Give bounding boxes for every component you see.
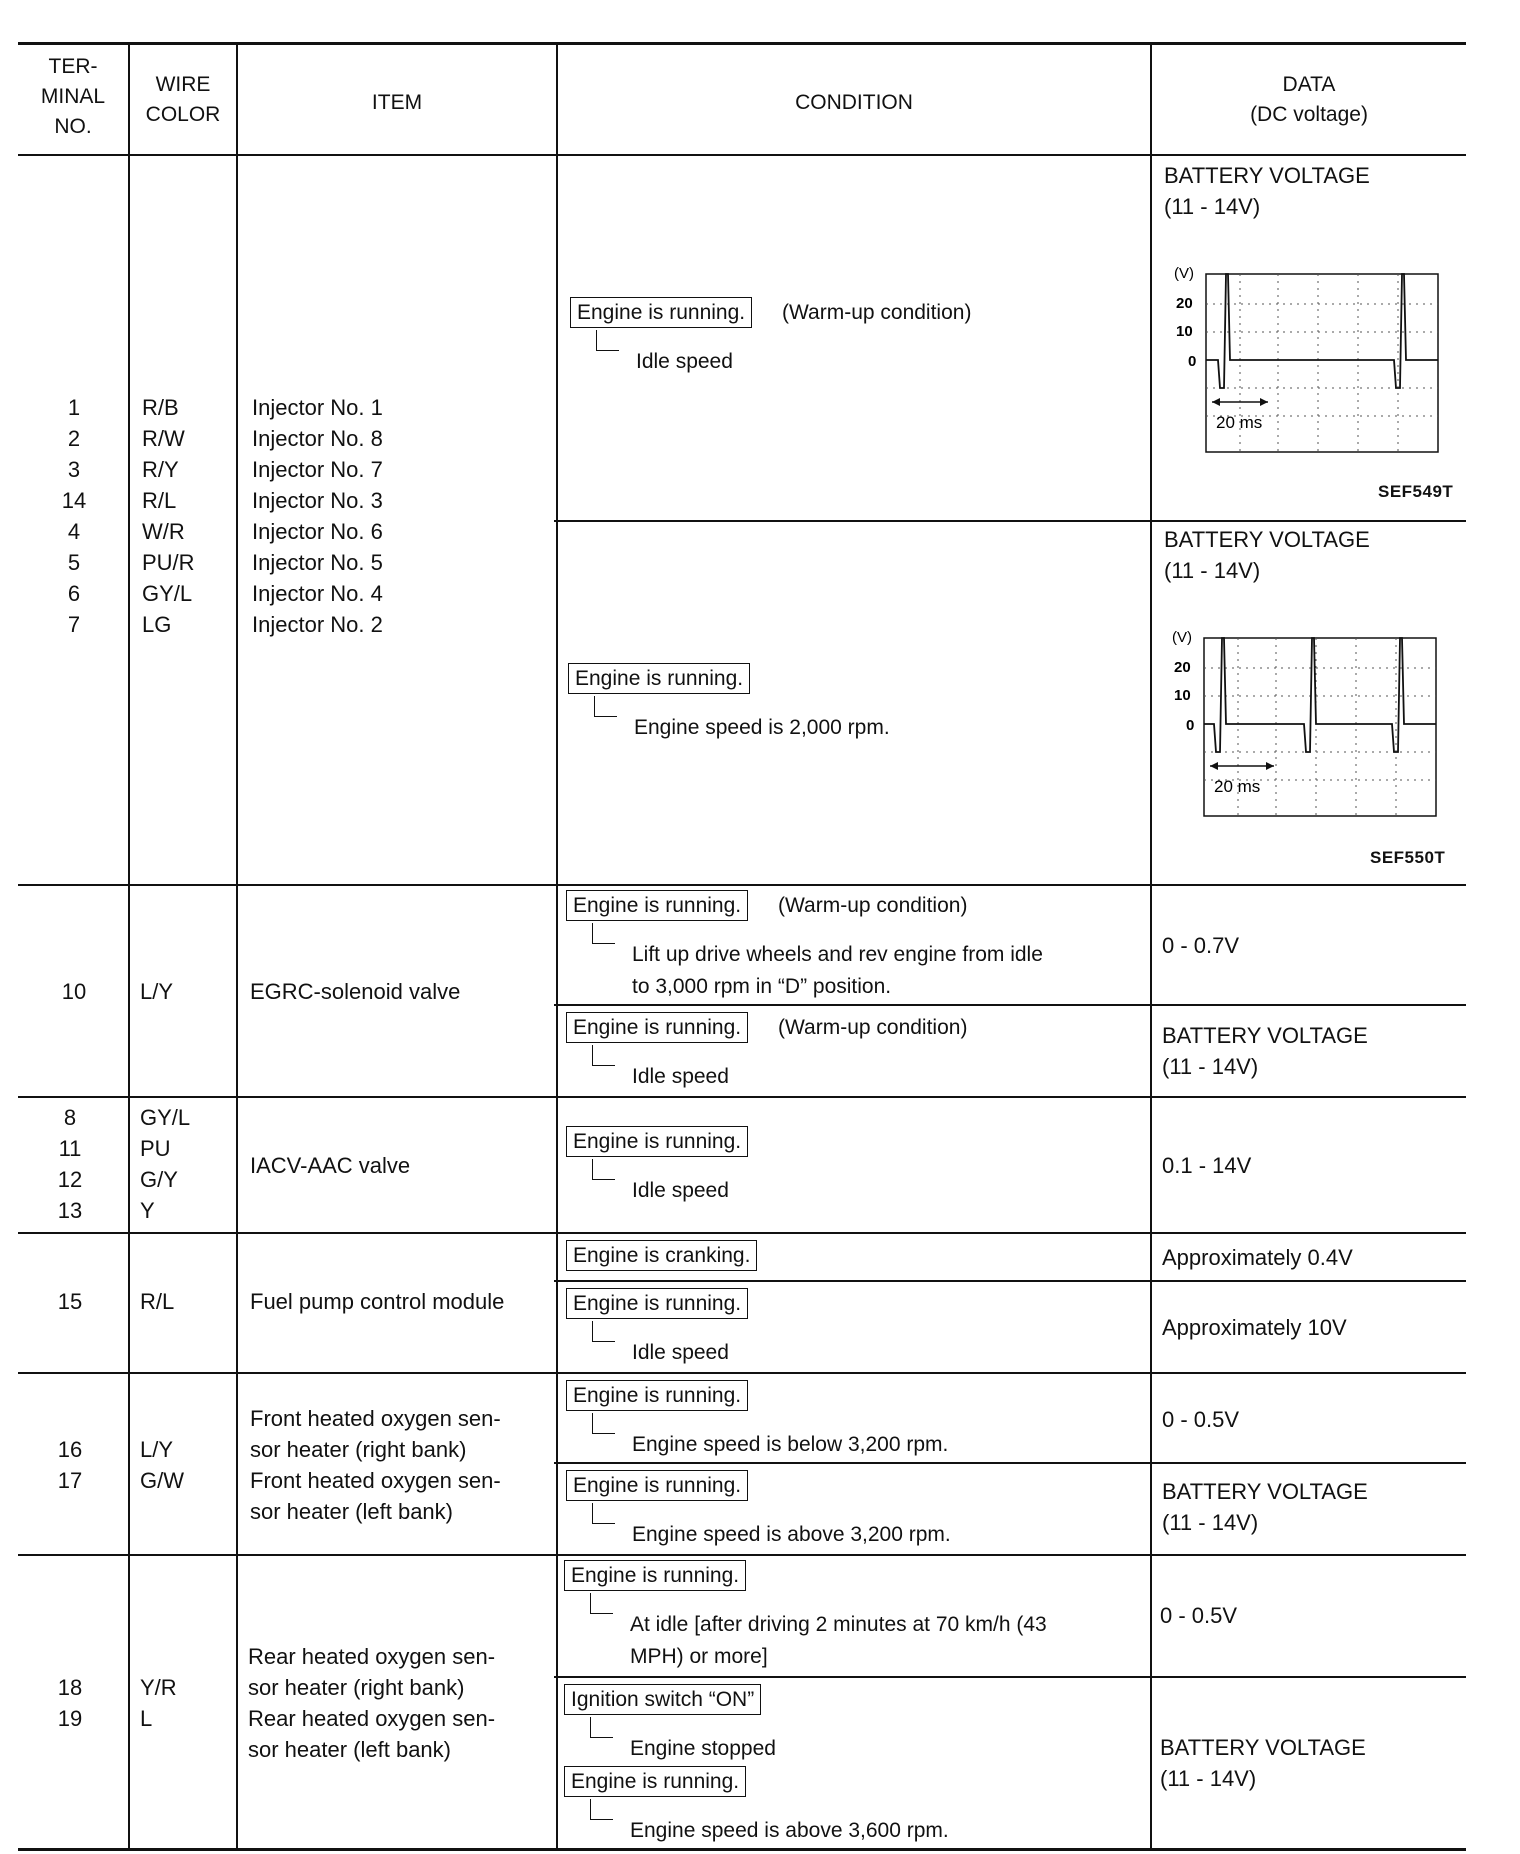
condition-box: Engine is running. <box>566 1380 748 1411</box>
waveform-scope-2 <box>1166 626 1446 826</box>
col-line <box>236 44 238 1849</box>
scope-y20: 20 <box>1174 659 1191 676</box>
sub-divider <box>554 1676 1466 1678</box>
header-data: DATA (DC voltage) <box>1250 73 1368 126</box>
sub-divider <box>554 1462 1466 1464</box>
condition-box: Engine is running. <box>566 1288 748 1319</box>
header-condition: CONDITION <box>795 91 913 114</box>
condition-sub: Engine speed is above 3,600 rpm. <box>630 1819 949 1842</box>
egrc-wire: L/Y <box>140 979 174 1004</box>
condition-box: Engine is cranking. <box>566 1240 757 1271</box>
condition-box: Engine is running. <box>564 1766 746 1797</box>
elbow-connector <box>592 923 615 944</box>
elbow-connector <box>592 1159 615 1180</box>
scope-unit: (V) <box>1172 629 1192 646</box>
fuel-item: Fuel pump control module <box>250 1289 505 1314</box>
condition-box: Engine is running. <box>566 1012 748 1043</box>
elbow-connector <box>596 330 619 351</box>
condition-box: Engine is running. <box>564 1560 746 1591</box>
condition-sub: Lift up drive wheels and rev engine from idle <box>632 943 1043 966</box>
condition-sub: Engine speed is below 3,200 rpm. <box>632 1433 949 1456</box>
data-value: BATTERY VOLTAGE (11 - 14V) <box>1162 1023 1368 1079</box>
elbow-connector <box>592 1503 615 1524</box>
col-line <box>556 44 558 1849</box>
data-value: Approximately 0.4V <box>1162 1245 1353 1270</box>
elbow-connector <box>592 1413 615 1434</box>
elbow-connector <box>590 1593 613 1614</box>
scope-y10: 10 <box>1174 687 1191 704</box>
figure-code: SEF550T <box>1370 848 1446 867</box>
fuel-terminal: 15 <box>57 1289 83 1314</box>
front-wires: L/Y G/W <box>140 1437 184 1493</box>
figure-code: SEF549T <box>1378 482 1454 501</box>
condition-sub: Idle speed <box>636 350 733 373</box>
condition-sub: Idle speed <box>632 1179 729 1202</box>
front-items: Front heated oxygen sen- sor heater (right bank) Front heated oxygen sen- sor heater (left bank) <box>250 1406 501 1524</box>
waveform-chart <box>1168 262 1448 462</box>
injector-wires: R/B R/W R/Y R/L W/R PU/R GY/L LG <box>142 395 195 637</box>
condition-box: Engine is running. <box>566 1470 748 1501</box>
egrc-item: EGRC-solenoid valve <box>250 979 461 1004</box>
iacv-wires: GY/L PU G/Y Y <box>140 1105 191 1223</box>
front-terminals: 16 17 <box>57 1437 83 1493</box>
data-value: 0 - 0.7V <box>1162 933 1240 958</box>
sub-divider <box>554 1004 1466 1006</box>
elbow-connector <box>592 1321 615 1342</box>
data-value: BATTERY VOLTAGE (11 - 14V) <box>1164 163 1370 219</box>
scope-time: 20 ms <box>1214 777 1261 796</box>
sub-divider <box>554 520 1466 522</box>
data-value: BATTERY VOLTAGE (11 - 14V) <box>1160 1735 1366 1791</box>
fuel-wire: R/L <box>140 1289 175 1314</box>
elbow-connector <box>594 696 617 717</box>
condition-box: Ignition switch “ON” <box>564 1684 761 1715</box>
iacv-item: IACV-AAC valve <box>250 1153 411 1178</box>
condition-sub: Engine stopped <box>630 1737 776 1760</box>
data-value: Approximately 10V <box>1162 1315 1347 1340</box>
injector-items: Injector No. 1 Injector No. 8 Injector No. 7 Injector No. 3 Injector No. 6 Injector No. 5 Injector No. 4 Injector No. 2 <box>252 395 383 637</box>
header-terminal: TER- MINAL NO. <box>40 55 106 138</box>
condition-box: Engine is running. <box>568 663 750 694</box>
condition-note: (Warm-up condition) <box>778 1016 968 1039</box>
condition-sub: Idle speed <box>632 1065 729 1088</box>
col-line <box>1150 44 1152 1849</box>
condition-note: (Warm-up condition) <box>782 301 972 324</box>
condition-sub: Engine speed is above 3,200 rpm. <box>632 1523 951 1546</box>
condition-box: Engine is running. <box>566 890 748 921</box>
condition-note: (Warm-up condition) <box>778 894 968 917</box>
scope-y0: 0 <box>1186 717 1195 734</box>
condition-box: Engine is running. <box>566 1126 748 1157</box>
condition-box: Engine is running. <box>570 297 752 328</box>
condition-sub: MPH) or more] <box>630 1645 768 1668</box>
rear-items: Rear heated oxygen sen- sor heater (right bank) Rear heated oxygen sen- sor heater (left bank) <box>248 1644 496 1762</box>
waveform-chart <box>1166 626 1446 826</box>
injector-terminals: 1 2 3 14 4 5 6 7 <box>61 395 87 637</box>
data-value: BATTERY VOLTAGE (11 - 14V) <box>1164 527 1370 583</box>
waveform-scope-1 <box>1168 262 1448 462</box>
sub-divider <box>554 1280 1466 1282</box>
data-value: 0 - 0.5V <box>1162 1407 1240 1432</box>
data-value: BATTERY VOLTAGE (11 - 14V) <box>1162 1479 1368 1535</box>
condition-sub: to 3,000 rpm in “D” position. <box>632 975 892 998</box>
data-value: 0 - 0.5V <box>1160 1603 1238 1628</box>
header-item: ITEM <box>371 91 423 114</box>
scope-y20: 20 <box>1176 295 1193 312</box>
condition-sub: Idle speed <box>632 1341 729 1364</box>
data-value: 0.1 - 14V <box>1162 1153 1252 1178</box>
scope-y10: 10 <box>1176 323 1193 340</box>
condition-sub: At idle [after driving 2 minutes at 70 km/h (43 <box>630 1613 1047 1636</box>
rear-terminals: 18 19 <box>57 1675 83 1731</box>
condition-sub: Engine speed is 2,000 rpm. <box>634 716 890 739</box>
iacv-terminals: 8 11 12 13 <box>57 1105 83 1223</box>
scope-y0: 0 <box>1188 353 1197 370</box>
scope-time: 20 ms <box>1216 413 1263 432</box>
scope-unit: (V) <box>1174 265 1194 282</box>
elbow-connector <box>590 1717 613 1738</box>
elbow-connector <box>590 1799 613 1820</box>
egrc-terminal: 10 <box>61 979 87 1004</box>
rear-wires: Y/R L <box>140 1675 177 1731</box>
header-wire-color: WIRE COLOR <box>145 73 221 126</box>
col-line <box>128 44 130 1849</box>
elbow-connector <box>592 1045 615 1066</box>
